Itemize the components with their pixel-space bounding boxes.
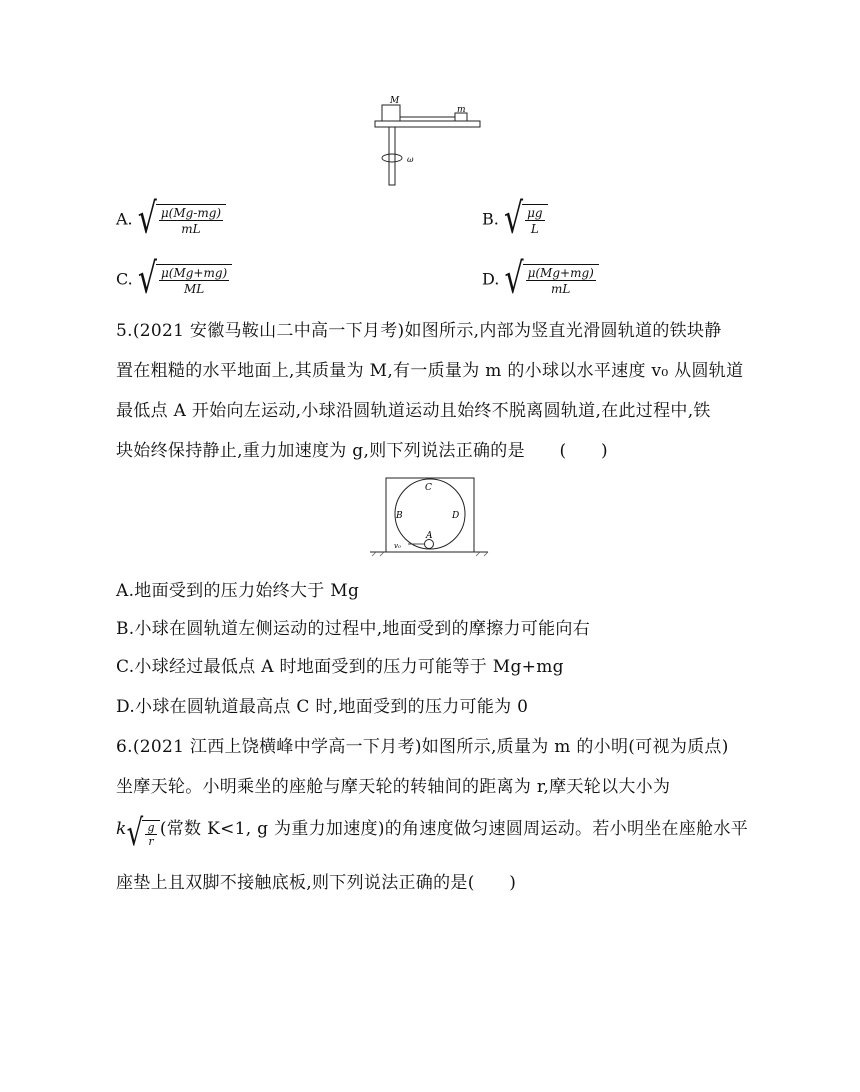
- point-D-label: D: [452, 511, 460, 521]
- q6-frac-num: g: [147, 821, 155, 834]
- omega-label: ω: [407, 155, 414, 164]
- q6-line-2: 坐摩天轮。小明乘坐的座舱与摩天轮的转轴间的距离为 r,摩天轮以大小为: [116, 777, 671, 797]
- q5-line-4: 块始终保持静止,重力加速度为 g,则下列说法正确的是 ( ): [116, 441, 608, 461]
- circular-track-figure: [368, 476, 490, 560]
- q5-line-3: 最低点 A 开始向左运动,小球沿圆轨道运动且始终不脱离圆轨道,在此过程中,铁: [116, 401, 711, 421]
- q5-line-2: 置在粗糙的水平地面上,其质量为 M,有一质量为 m 的小球以水平速度 v₀ 从圆轨道: [116, 361, 744, 381]
- mass-M-label: M: [390, 96, 400, 106]
- mass-m-label: m: [457, 105, 466, 115]
- q6-line-4: 座垫上且双脚不接触底板,则下列说法正确的是( ): [116, 873, 517, 893]
- option-a: A. √ $\frac{\mu(Mg-mg)}{mL}$: [116, 204, 226, 236]
- constant-k: k: [116, 819, 127, 839]
- option-a-denominator: mL: [181, 222, 201, 236]
- q5-option-c: C.小球经过最低点 A 时地面受到的压力可能等于 Mg+mg: [116, 657, 564, 677]
- option-d: D. √ $\frac{\mu(Mg+mg)}{mL}$: [482, 264, 599, 296]
- point-A-label: A: [426, 531, 433, 541]
- q5-option-b: B.小球在圆轨道左侧运动的过程中,地面受到的摩擦力可能向右: [116, 619, 590, 639]
- option-c-numerator: μ(Mg+mg): [160, 266, 228, 280]
- option-b-label: B.: [482, 209, 499, 229]
- q6-line-3-rest: (常数 K<1, g 为重力加速度)的角速度做匀速圆周运动。若小明坐在座舱水平: [159, 819, 749, 839]
- q5-line-1: 5.(2021 安徽马鞍山二中高一下月考)如图所示,内部为竖直光滑圆轨道的铁块静: [116, 321, 722, 341]
- v0-label: v₀: [394, 542, 401, 550]
- q6-frac-den: r: [148, 835, 154, 848]
- rotating-platform-figure: [370, 92, 485, 187]
- option-d-label: D.: [482, 269, 500, 289]
- option-a-numerator: μ(Mg-mg): [160, 206, 222, 220]
- point-C-label: C: [425, 483, 432, 493]
- option-d-numerator: μ(Mg+mg): [527, 266, 594, 280]
- option-a-label: A.: [116, 209, 133, 229]
- option-b-denominator: L: [530, 222, 539, 236]
- option-c-denominator: ML: [183, 282, 205, 296]
- q6-line-1: 6.(2021 江西上饶横峰中学高一下月考)如图所示,质量为 m 的小明(可视为质点): [116, 737, 729, 757]
- option-b: B. √ $\frac{\mu g}{L}$: [482, 204, 548, 236]
- option-c: C. √ $\frac{\mu(Mg+mg)}{ML}$: [116, 264, 232, 296]
- q5-option-d: D.小球在圆轨道最高点 C 时,地面受到的压力可能为 0: [116, 697, 529, 717]
- q6-line-3: k √ $\frac{g}{r}$ (常数 K<1, g 为重力加速度)的角速度做匀速圆周运动。若小明坐在座舱水平: [116, 813, 749, 855]
- point-B-label: B: [396, 511, 403, 521]
- option-b-numerator: μg: [527, 206, 543, 220]
- q5-option-a: A.地面受到的压力始终大于 Mg: [116, 581, 360, 601]
- option-c-label: C.: [116, 269, 133, 289]
- option-d-denominator: mL: [551, 282, 571, 296]
